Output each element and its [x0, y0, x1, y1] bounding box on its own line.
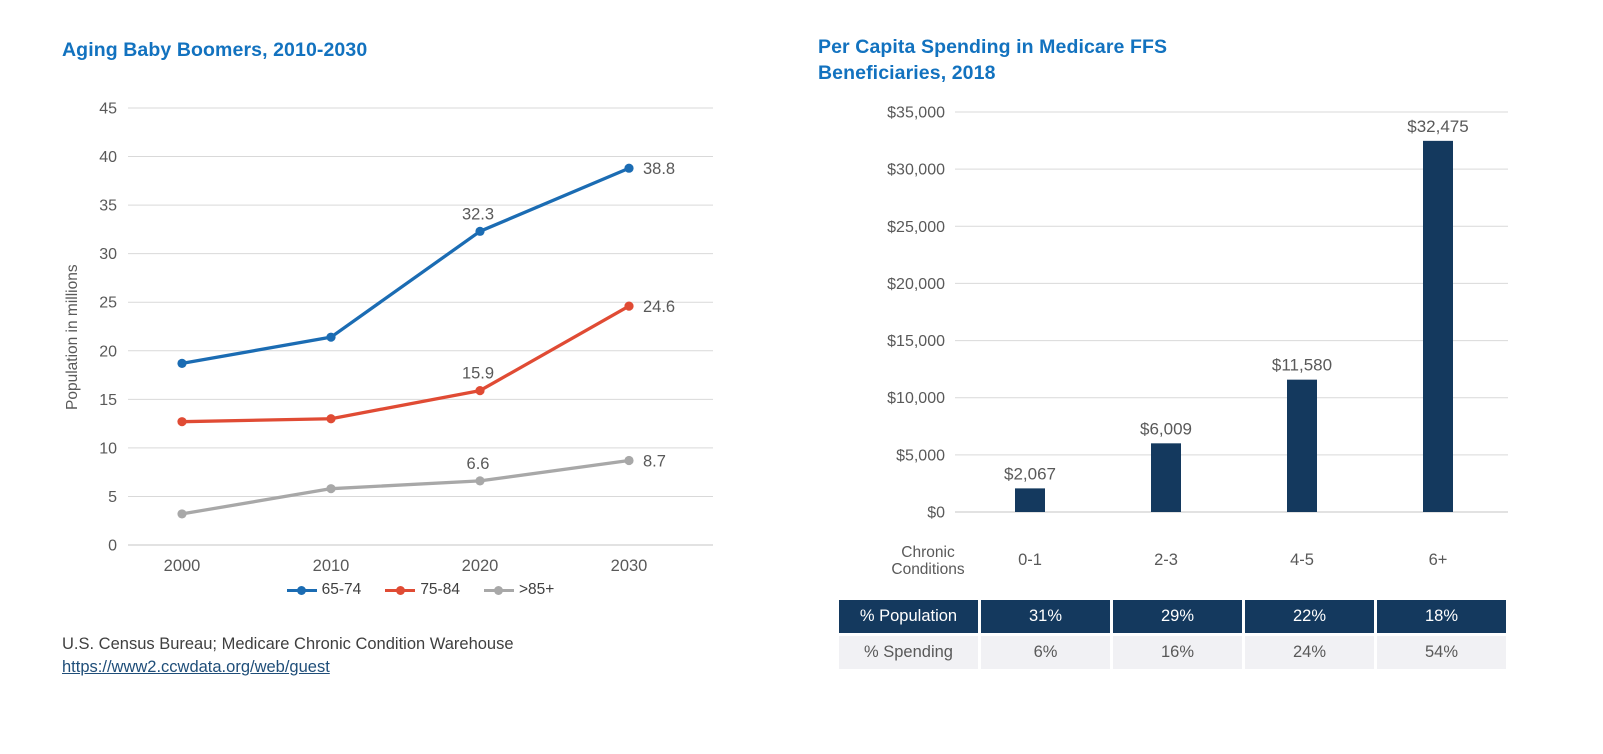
source-block [62, 633, 514, 679]
legend-label: 75-84 [420, 581, 460, 598]
point-label: 24.6 [643, 298, 676, 317]
y-tick-label: $35,000 [887, 104, 945, 122]
y-tick-label: $15,000 [887, 333, 945, 351]
data-point [624, 302, 633, 311]
data-point [475, 476, 484, 485]
bar [1423, 141, 1453, 512]
y-tick-label: 45 [99, 100, 117, 118]
bar-value-label: $2,067 [1004, 464, 1056, 484]
right-chart-title-line2: Beneficiaries, 2018 [818, 62, 996, 85]
table-cell: 31% [981, 600, 1110, 633]
data-point [624, 456, 633, 465]
bar-value-label: $11,580 [1271, 355, 1333, 375]
data-point [177, 417, 186, 426]
point-label: 8.7 [643, 452, 666, 471]
line-chart [0, 90, 745, 595]
y-tick-label: $5,000 [896, 447, 945, 465]
legend-marker-65-74-icon [287, 589, 317, 592]
legend-marker-75-84-icon [385, 589, 415, 592]
left-chart-title: Aging Baby Boomers, 2010-2030 [62, 39, 368, 62]
table-cell: 18% [1377, 600, 1506, 633]
right-chart-title [818, 34, 1167, 86]
y-tick-label: 40 [99, 149, 117, 167]
data-point [475, 386, 484, 395]
source-link[interactable]: https://www2.ccwdata.org/web/guest [62, 658, 330, 676]
table-row-header-label: % Population [839, 600, 978, 633]
point-label: 32.3 [461, 205, 495, 224]
legend-item-85plus [484, 581, 554, 599]
data-point [326, 484, 335, 493]
point-label: 6.6 [466, 454, 490, 473]
y-tick-label: $30,000 [887, 161, 945, 179]
table-cell: 22% [1245, 600, 1374, 633]
data-point [475, 227, 484, 236]
x-tick-label: 4-5 [1290, 551, 1314, 569]
bar-value-label: $32,475 [1407, 116, 1469, 136]
data-point [177, 359, 186, 368]
table-cell: 6% [981, 636, 1110, 669]
legend [128, 581, 713, 599]
y-tick-label: 10 [99, 440, 117, 458]
y-tick-label: $10,000 [887, 390, 945, 408]
legend-marker-85plus-icon [484, 589, 514, 592]
legend-label: >85+ [518, 581, 555, 598]
x-axis-caption-line2: Conditions [891, 561, 965, 578]
y-tick-label: 25 [99, 294, 117, 312]
y-tick-label: 5 [108, 488, 117, 506]
table-cell: 24% [1245, 636, 1374, 669]
y-tick-label: $20,000 [887, 275, 945, 293]
bar-chart [830, 95, 1530, 580]
bar [1287, 380, 1317, 512]
legend-label: 65-74 [321, 581, 362, 598]
data-point [177, 509, 186, 518]
table-cell: 29% [1113, 600, 1242, 633]
bar-value-label: $6,009 [1140, 419, 1192, 439]
y-axis-title: Population in millions [64, 264, 81, 410]
y-tick-label: 20 [99, 343, 117, 361]
line-series [182, 168, 629, 363]
x-axis-caption-line1: Chronic [901, 544, 955, 561]
right-chart-title-line1: Per Capita Spending in Medicare FFS [818, 36, 1168, 59]
x-tick-label: 2020 [461, 557, 499, 575]
bar [1151, 443, 1181, 512]
table-cell: 16% [1113, 636, 1242, 669]
y-tick-label: $25,000 [887, 218, 945, 236]
x-tick-label: 2-3 [1154, 551, 1178, 569]
y-tick-label: $0 [927, 504, 945, 522]
table-row-label: % Spending [839, 636, 978, 669]
data-point [624, 164, 633, 173]
table-cell: 54% [1377, 636, 1506, 669]
line-series [182, 461, 629, 514]
legend-item-75-84 [385, 581, 460, 599]
data-point [326, 414, 335, 423]
legend-item-65-74 [287, 581, 362, 599]
line-series [182, 306, 629, 422]
x-tick-label: 0-1 [1018, 551, 1042, 569]
y-tick-label: 30 [99, 246, 117, 264]
source-text: U.S. Census Bureau; Medicare Chronic Condition Warehouse [62, 635, 514, 653]
y-tick-label: 15 [99, 391, 117, 409]
x-tick-label: 2000 [163, 557, 201, 575]
bar [1015, 488, 1045, 512]
x-tick-label: 2010 [312, 557, 350, 575]
x-axis-caption [868, 544, 988, 578]
point-label: 15.9 [461, 364, 495, 383]
y-tick-label: 35 [99, 197, 117, 215]
y-tick-label: 0 [108, 537, 117, 555]
x-tick-label: 6+ [1428, 551, 1448, 569]
data-point [326, 333, 335, 342]
point-label: 38.8 [643, 160, 676, 179]
x-tick-label: 2030 [610, 557, 648, 575]
population-spending-table [839, 600, 1506, 669]
